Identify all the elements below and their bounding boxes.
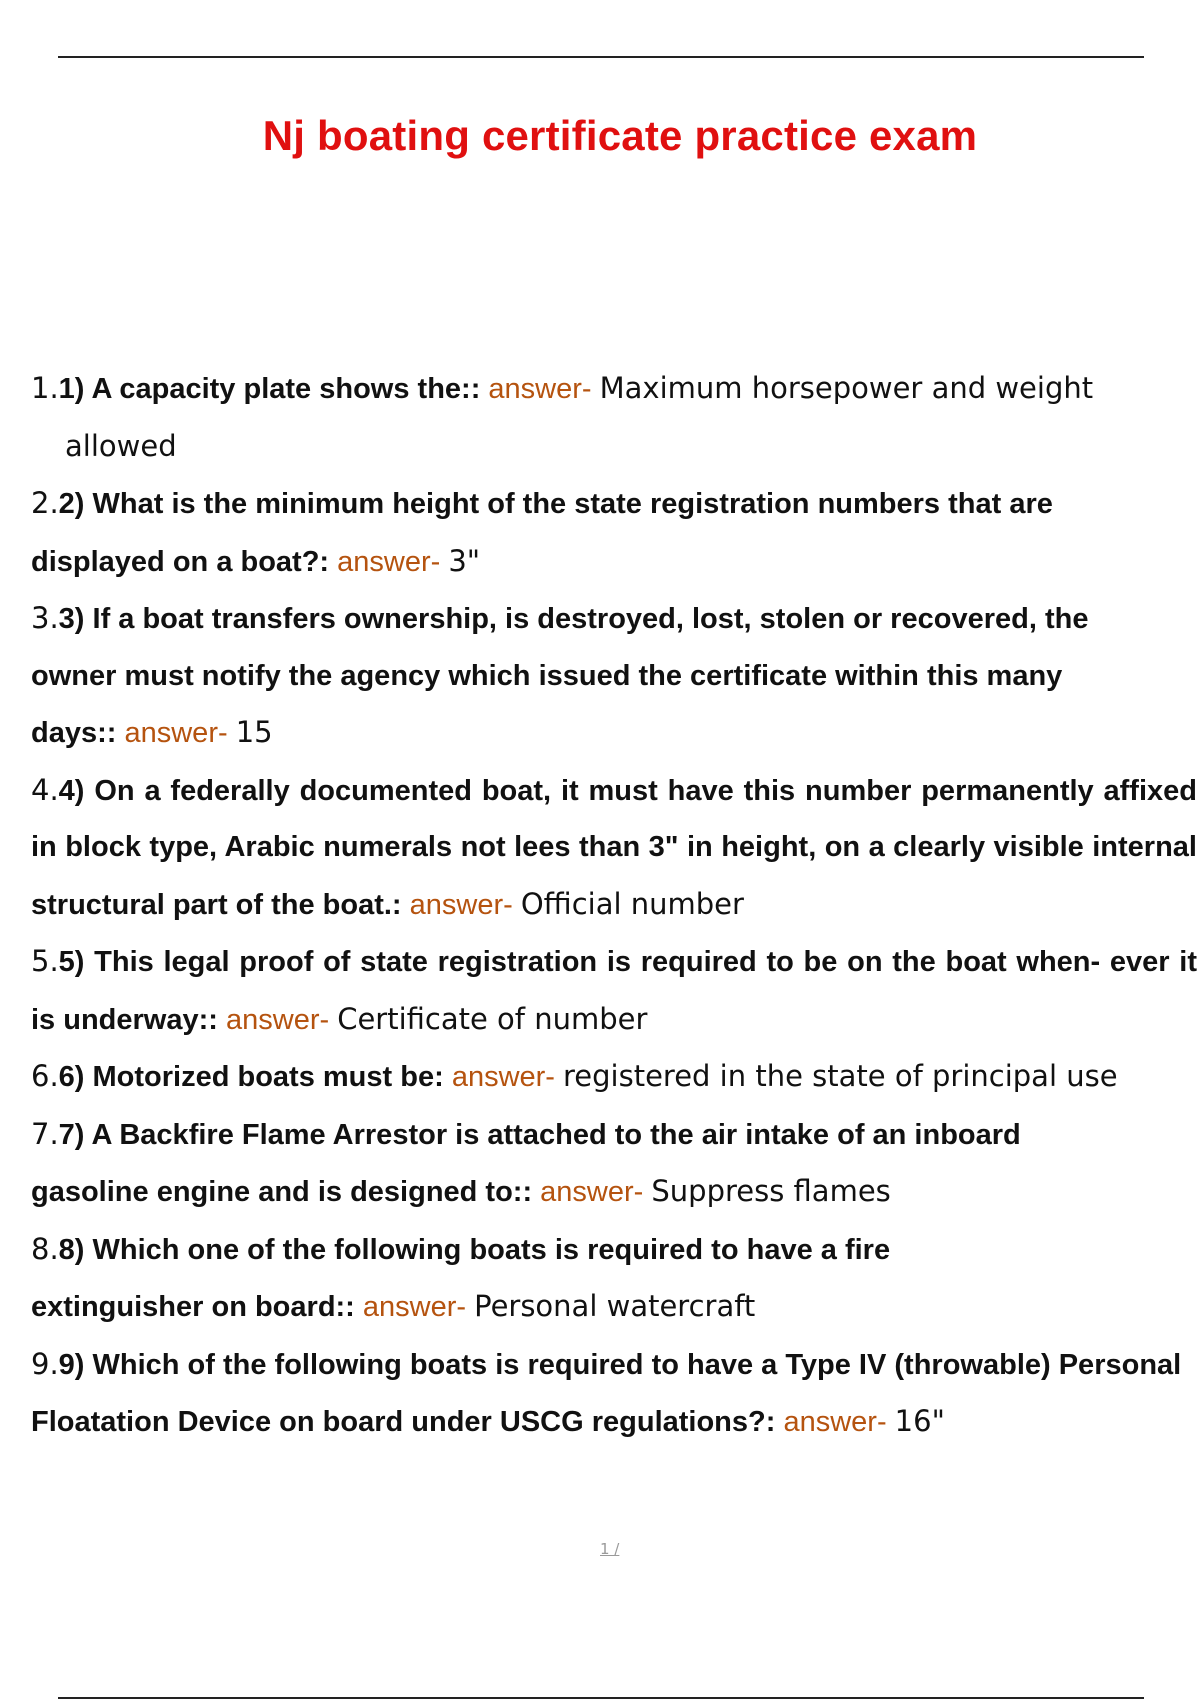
question-text: 9) Which of the following boats is required to have a Type IV (throwable) Personal Floatation Device on board under USCG regulations?: (31, 1348, 1182, 1438)
answer-tag: answer- (409, 888, 521, 921)
answer-tag: answer- (124, 717, 236, 749)
answer-text: Certificate of number (337, 1001, 648, 1036)
question-item (0, 1221, 1031, 1336)
answer-text: 3" (448, 543, 481, 578)
item-number: 9. (31, 1346, 59, 1381)
answer-text: 16" (894, 1404, 945, 1438)
answer-tag: answer- (540, 1176, 652, 1208)
question-text: 6) Motorized boats must be: (58, 1061, 452, 1093)
header-rule (58, 56, 1144, 58)
question-text: 8) Which one of the following boats is required to have a fire extinguisher on board:: (31, 1233, 891, 1323)
answer-tag: answer- (488, 373, 600, 405)
item-number: 2. (31, 486, 59, 520)
question-item (0, 1048, 1200, 1106)
item-number: 4. (31, 772, 59, 807)
question-item (0, 933, 1197, 1048)
answer-text: 15 (235, 715, 273, 749)
item-number: 7. (31, 1116, 59, 1151)
question-item (0, 1106, 1071, 1221)
question-item (0, 762, 1197, 934)
question-text: 1) A capacity plate shows the:: (58, 373, 489, 405)
question-text: 3) If a boat transfers ownership, is destroyed, lost, stolen or recovered, the owner must notify the agency which issued the certificate within this many days:: (31, 603, 1089, 749)
footer-rule (58, 1697, 1144, 1699)
answer-text: registered in the state of principal use (563, 1059, 1118, 1093)
answer-text: Suppress flames (651, 1174, 891, 1208)
item-number: 1. (31, 371, 59, 405)
item-number: 6. (31, 1059, 59, 1093)
item-number: 8. (31, 1231, 59, 1266)
question-text: 2) What is the minimum height of the state registration numbers that are displayed on a boat?: (31, 488, 1053, 578)
question-item (0, 590, 1151, 762)
answer-tag: answer- (783, 1406, 895, 1438)
question-item (0, 360, 1135, 475)
answer-text: Official number (520, 886, 744, 921)
question-text: 4) On a federally documented boat, it must have this number permanently affixed in block type, Arabic numerals not lees than 3" in height, on a clearly visible internal structural part of the boat.: (31, 774, 1197, 921)
question-text: 5) This legal proof of state registration is required to be on the boat when- ever it is underway:: (31, 946, 1197, 1036)
answer-text: Personal watercraft (474, 1289, 756, 1323)
answer-tag: answer- (337, 545, 449, 578)
question-list (0, 360, 1200, 1451)
page-number: 1 / (600, 1540, 620, 1558)
answer-text: Maximum horsepower and weight allowed (65, 371, 1094, 463)
page-title: Nj boating certificate practice exam (262, 112, 978, 159)
item-number: 5. (31, 944, 59, 978)
question-item (0, 475, 1121, 590)
item-number: 3. (31, 601, 59, 635)
question-text: 7) A Backfire Flame Arrestor is attached to the air intake of an inboard gasoline engine and is designed to:: (31, 1118, 1021, 1208)
question-item (0, 1336, 1197, 1451)
answer-tag: answer- (362, 1291, 475, 1323)
answer-tag: answer- (226, 1003, 338, 1036)
answer-tag: answer- (451, 1061, 564, 1093)
